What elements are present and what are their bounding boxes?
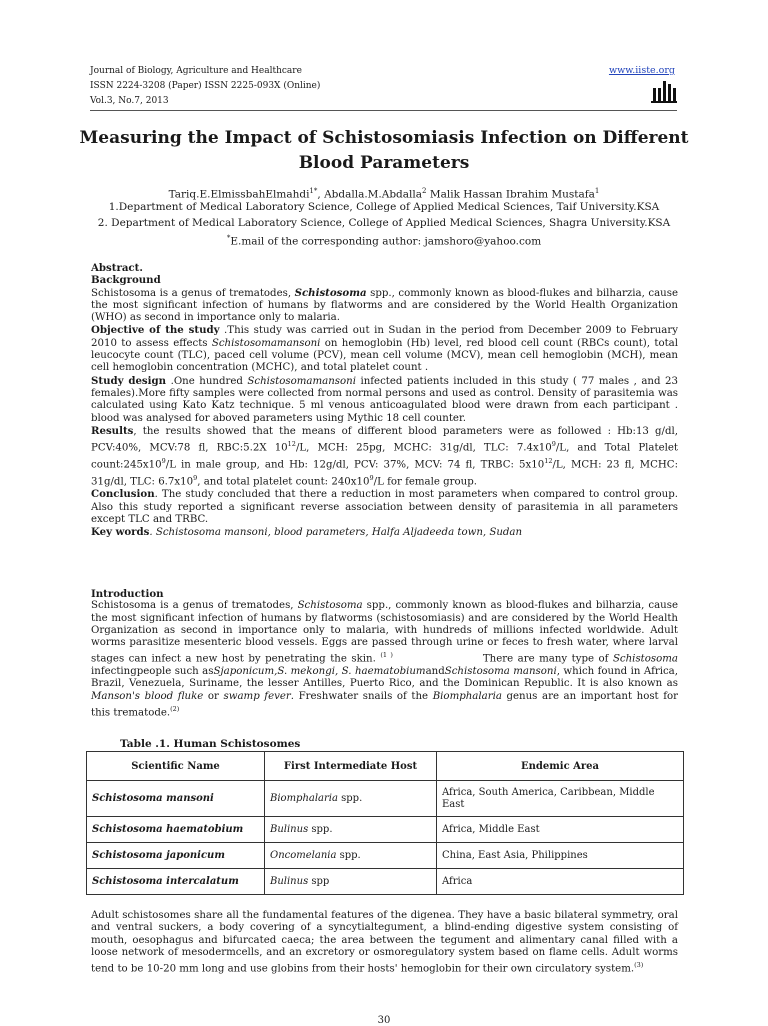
table-row — [87, 843, 684, 869]
corresponding-email: *E.mail of the corresponding author: jamshoro@yahoo.com — [226, 234, 542, 248]
abstract-heading: Abstract. — [91, 262, 143, 274]
results-paragraph: Results, the results showed that the means of different blood parameters were as followed : Hb:13 g/dl, PCV:40%, MCV:78 fl, RBC:5.2X $10^{12}/L$, MCH: 25pg, MCHC: 31g/dl, TLC: $7.4x10^9/L$, and Total Platelet $count:245x10^9/L$ in male group, and Hb: 12g/dl, PCV: 37%, MCV: 74 fl, TRBC: $5x10^{12}/L$, MCH: 23 fl, MCHC: 31g/dl, TLC: $6.7x10^9$, and total platelet count: $240x10^9/L$ for female group. — [91, 424, 679, 487]
keywords-paragraph: Key words. Schistosoma mansoni, blood parameters, Halfa Aljadeeda town, Sudan — [91, 526, 523, 539]
species-name: Schistosoma mansoni — [87, 781, 265, 817]
journal-issn: ISSN 2224-3208 (Paper) ISSN 2225-093X (Online) — [90, 81, 321, 91]
abstract-section — [91, 262, 678, 539]
schistosomes-table — [86, 751, 684, 895]
introduction-paragraph-1: Schistosoma is a genus of trematodes, Schistosoma spp., commonly known as blood-flukes and bilharzia, cause the most significant infection of humans by flatworms (schistosomiasis) and are considered by the World Health Organization as second in importance only to malaria, with hundreds of millions infected worldwide. Adult worms parasitize mesenteric blood vessels. Eggs are passed through urine or feces to fresh water, where larval stages can infect a new host by penetrating the skin. $^{(1 )}$ There are many type of Schistosoma infectingpeople such asSjaponicum,S. mekongi, S. haematobiumandSchistosoma mansoni, which found in Africa, Brazil, Venezuela, Suriname, the lesser Antilles, Puerto Rico, and the Dominican Republic. It is also known as Manson's blood fluke or swamp fever. Freshwater snails of the Biomphalaria genus are an important host for this trematode.$^{(2)}$ — [91, 600, 679, 719]
intermediate-host: Oncomelania spp. — [265, 843, 437, 869]
intermediate-host: Bulinus spp. — [265, 817, 437, 843]
table-caption: Table .1. Human Schistosomes — [120, 738, 301, 750]
introduction-heading: Introduction — [91, 588, 164, 600]
header-intermediate-host: First Intermediate Host — [265, 752, 437, 781]
objective-paragraph: Objective of the study .This study was carried out in Sudan in the period from December 2009 to February 2010 to assess effects Schistosomamansoni on hemoglobin (Hb) level, red blood cell count (RBCs count), total leucocyte count (TLC), paced cell volume (PCV), mean cell volume (MCV), mean cell hemoglobin (MCH), mean cell hemoglobin concentration (MCHC), and total platelet count . — [91, 324, 678, 374]
conclusion-paragraph: Conclusion. The study concluded that there a reduction in most parameters when compared to control group. Also this study reported a significant reverse association between density of parasitemia in all parameters except TLC and TRBC. — [91, 488, 678, 525]
intermediate-host: Bulinus spp — [265, 869, 437, 895]
design-paragraph: Study design .One hundred Schistosomamansoni infected patients included in this study ( 77 males , and 23 females).More fifty samples were collected from normal persons and used as control. Density of parasitemia was calculated using Kato Katz technique. 5 ml venous anticoagulated blood were drawn from each participant . blood was analysed for aboved parameters using Mythic 18 cell counter. — [91, 374, 678, 424]
endemic-area: China, East Asia, Philippines — [437, 843, 684, 869]
introduction-paragraph-2: Adult schistosomes share all the fundamental features of the digenea. They have a basic bilateral symmetry, oral and ventral suckers, a body covering of a syncytialtegument, a blind-ending digestive system consisting of mouth, oesophagus and bifurcated caeca; the area between the tegument and alimentary canal filled with a loose network of mesodermcells, and an excretory or osmoregulatory system based on flame cells. Adult worms tend to be 10-20 mm long and use globins from their hosts' hemoglobin for their own circulatory system.$^{(3)}$ — [91, 910, 678, 975]
header-divider — [90, 110, 677, 111]
title-line-2: Blood Parameters — [298, 153, 470, 173]
endemic-area: Africa, Middle East — [437, 817, 684, 843]
title-line-1: Measuring the Impact of Schistosomiasis Infection on Different — [79, 128, 689, 148]
affiliation-1: 1.Department of Medical Laboratory Science, College of Applied Medical Sciences, Taif University.KSA — [108, 201, 660, 213]
header-scientific-name: Scientific Name — [87, 752, 265, 781]
paper-title — [60, 126, 708, 176]
journal-url-link[interactable]: www.iiste.org — [608, 65, 675, 76]
author-list: Tariq.E.ElmissbahElmahdi$^{1*}$, Abdalla.M.Abdalla$^2$ Malik Hassan Ibrahim Mustafa$^1$ — [168, 187, 600, 201]
header-endemic-area: Endemic Area — [437, 752, 684, 781]
background-paragraph: Schistosoma is a genus of trematodes, Schistosoma spp., commonly known as blood-flukes and bilharzia, cause the most significant infection of humans by flatworms and are considered by the World Health Organization (WHO) as second in importance only to malaria. — [91, 286, 678, 324]
species-name: Schistosoma japonicum — [87, 843, 265, 869]
page-number: 30 — [377, 1015, 391, 1026]
endemic-area: Africa — [437, 869, 684, 895]
endemic-area: Africa, South America, Caribbean, Middle East — [437, 781, 684, 817]
table-row — [87, 817, 684, 843]
table-header-row — [87, 752, 684, 781]
background-heading: Background — [91, 274, 161, 287]
species-name: Schistosoma intercalatum — [87, 869, 265, 895]
iiste-logo — [651, 79, 677, 103]
table-row — [87, 869, 684, 895]
species-name: Schistosoma haematobium — [87, 817, 265, 843]
table-row — [87, 781, 684, 817]
affiliation-2: 2. Department of Medical Laboratory Science, College of Applied Medical Sciences, Shagra University.KSA — [97, 217, 671, 229]
journal-name: Journal of Biology, Agriculture and Healthcare — [90, 66, 302, 76]
introduction-section — [91, 588, 678, 720]
intermediate-host: Biomphalaria spp. — [265, 781, 437, 817]
journal-volume: Vol.3, No.7, 2013 — [90, 96, 169, 106]
